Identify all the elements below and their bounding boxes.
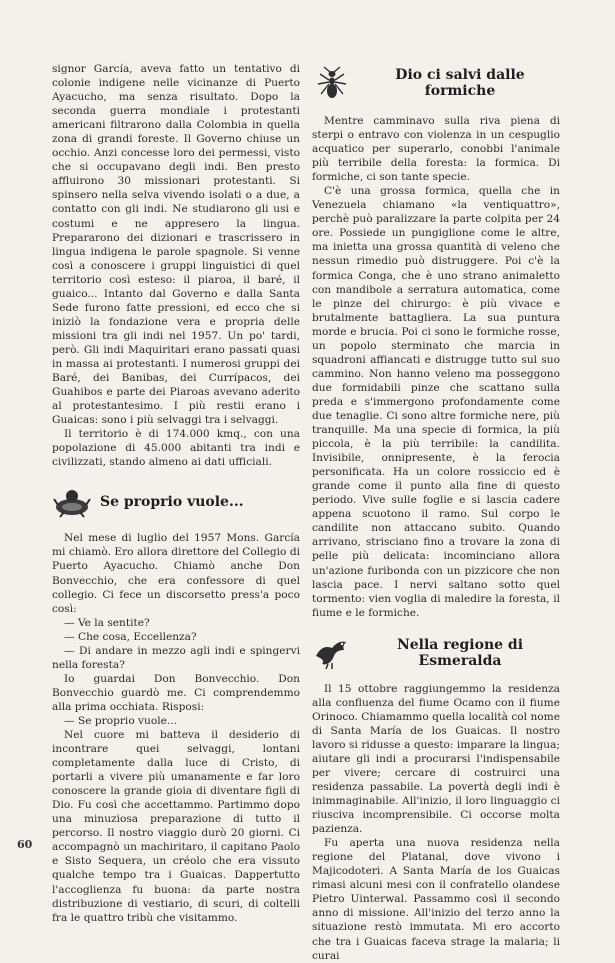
section-title: Nella regione di Esmeralda [396,636,524,669]
paragraph: Fu aperta una nuova residenza nella regione del Platanal, dove vivono i Majicodoteri. A Santa María de los Guaicas rimasi alcuni mesi con il confratello olandese Pietro Uinterwal. Passammo così il secondo anno di missione. All'inizio del terzo anno la situazione restò immutata. Mi ero accorto che tra i Guaicas faceva strage la malaria; li curai [312,837,560,962]
paragraph: Nel cuore mi batteva il desiderio di incontrare quei selvaggi, lontani completamente dalla luce di Cristo, di portarli a vivere più umanamente e far loro conoscere la grande gioia di diventare figli di Dio. Fu così che accettammo. Partimmo dopo una minuziosa preparazione di tutto il percorso. Il nostro viaggio durò 20 giorni. Ci accompagnò un machiritaro, il capitano Paolo e Sisto Sequera, un créolo che era vissuto qualche tempo tra i Guaicas. Dappertutto l'accoglienza fu buona: da parte nostra distribuzione di vestiario, di scuri, di coltelli fra le quattro tribù che visitammo. [52,729,300,924]
section-heading [52,485,300,519]
bird-icon [312,636,352,670]
ant-icon [312,66,352,100]
paragraph: Il territorio è di 174.000 kmq., con una popolazione di 45.000 abitanti tra indi e civilizzati, stando almeno ai dati ufficiali. [52,428,300,469]
section-heading [312,66,560,100]
dialogue-line: — Di andare in mezzo agli indi e spingervi nella foresta? [52,644,300,671]
missionary-figure-icon [52,485,92,519]
paragraph: signor García, aveva fatto un tentativo di colonie indigene nelle vicinanze di Puerto Ayacucho, ma senza risultato. Dopo la seconda guerra mondiale i protestanti americani filtrarono dalla Colombia in quella zona di grandi foreste. Il Governo chiuse un occhio. Anzi concesse loro dei permessi, visto che si occupavano degli indi. Ben presto affluirono 30 missionari protestanti. Si spinsero nella selva vivendo isolati o a due, a contatto con gli indi. Ne studiarono gli usi e costumi e ne appresero la lingua. Prepararono dei dizionari e trascrissero in lingua indigena le parole spagnole. Si venne così a conoscere i gruppi linguistici di quel territorio così esteso: il piaroa, il baré, il guaico... Intanto dal Governo e dalla Santa Sede furono fatte pressioni, ed ecco che si iniziò la fondazione vera e propria delle missioni tra gli indi nel 1957. Un po' tardi, però. Gli indi Maquiritari erano passati quasi in massa ai protestanti. I numerosi gruppi dei Baré, dei Banibas, dei Currípacos, dei Guahibos e parte dei Piaroas avevano aderito al protestantesimo. I più restii erano i Guaicas: sono i più selvaggi tra i selvaggi. [52,63,300,427]
paragraph: Nel mese di luglio del 1957 Mons. García mi chiamò. Ero allora direttore del Collegio di Puerto Ayacucho. Chiamò anche Don Bonvecchio, che era confessore di quel collegio. Ci fece un discorsetto press'a poco così: [52,532,300,615]
page-number: 60 [17,838,33,851]
section-heading [312,636,560,670]
paragraph: Io guardai Don Bonvecchio. Don Bonvecchio guardò me. Ci comprendemmo alla prima occhiata. Risposi: [52,672,300,713]
paragraph: Mentre camminavo sulla riva piena di sterpi o entravo con violenza in un cespuglio acquatico per superarlo, conobbi l'animale più terribile della foresta: la formica. Di formiche, ci son tante specie. [312,115,560,184]
paragraph: Il 15 ottobre raggiungemmo la residenza alla confluenza del fiume Ocamo con il fiume Orinoco. Chiamammo quella località col nome di Santa María de los Guaicas. Il nostro lavoro si ridusse a questo: imparare la lingua; aiutare gli indi a procurarsi l'indispensabile per vivere; cercare di costruirci una residenza passabile. La povertà degli indi è inimmaginabile. All'inizio, il loro linguaggio ci riusciva incomprensibile. Ci occorse molta pazienza. [312,682,560,836]
right-column [312,66,560,963]
dialogue-line: — Che cosa, Eccellenza? [64,630,197,643]
dialogue-line: — Se proprio vuole... [64,714,178,727]
section-title: Dio ci salvi dalle formiche [395,67,525,99]
section-title: Se proprio vuole... [100,494,244,511]
left-column [52,62,300,925]
dialogue-line: — Ve la sentite? [64,616,150,629]
paragraph: C'è una grossa formica, quella che in Venezuela chiamano «la ventiquattro», perchè può paralizzare la parte colpita per 24 ore. Possiede un pungiglione come le altre, ma inietta una grossa quantità di veleno che nessun rimedio può distruggere. Poi c'è la formica Conga, che è uno strano animaletto con mandibole a serratura automatica, come le pinze del chirurgo: è più vivace e brutalmente battagliera. La sua puntura morde e brucia. Poi ci sono le formiche rosse, un popolo sterminato che marcia in squadroni affiancati e distrugge tutto sul suo cammino. Non hanno veleno ma posseggono due formidabili pinze che scattano sulla preda e s'immergono profondamente come due tenaglie. Ci sono altre formiche nere, più tranquille. Ma una specie di formica, la più piccola, è la più terribile: la candilita. Invisibile, onnipresente, è la ferocia personificata. Ha un colore rossiccio ed è grande come il punto alla fine di questo periodo. Vive sulle foglie e si lascia cadere appena scuotono il ramo. Sul corpo le candilite non attaccano subito. Quando arrivano, strisciano fino a trovare la zona di pelle più delicata: incominciano allora un'azione furibonda con un pizzicore che non lascia pace. I nervi saltano sotto quel tormento: vien voglia di maledire la foresta, il fiume e le formiche. [312,185,560,619]
